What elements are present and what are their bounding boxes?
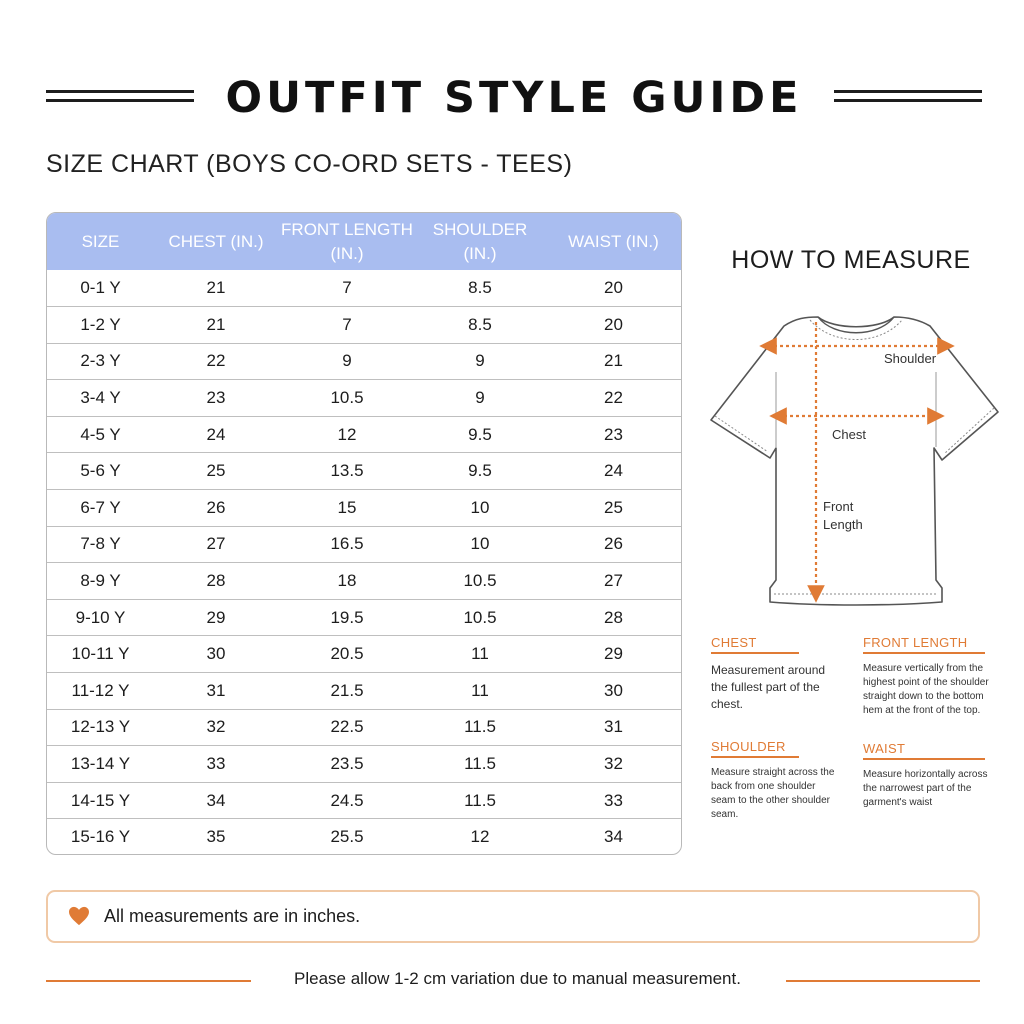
table-cell: 10.5 <box>463 607 497 627</box>
table-cell: 3-4 Y <box>80 388 121 408</box>
table-cell: 20 <box>604 314 623 334</box>
table-cell: 19.5 <box>330 607 364 627</box>
table-cell: 21 <box>206 278 226 298</box>
table-cell: 11.5 <box>464 754 496 774</box>
shoulder-label: Shoulder <box>884 351 937 366</box>
column-header: SIZE <box>81 231 120 251</box>
table-row <box>47 599 682 636</box>
column-header: SHOULDER (IN.) <box>432 219 528 263</box>
table-row <box>47 819 682 855</box>
table-cell: 18 <box>337 571 357 591</box>
waist-heading: WAIST <box>863 741 906 756</box>
table-cell: 12 <box>470 827 490 847</box>
table-row <box>47 782 682 819</box>
table-cell: 35 <box>206 827 226 847</box>
title-rule-left <box>46 90 194 104</box>
table-row <box>47 563 682 600</box>
table-cell: 28 <box>206 571 226 591</box>
table-row <box>47 746 682 783</box>
table-cell: 22 <box>604 388 623 408</box>
table-cell: 13-14 Y <box>70 754 131 774</box>
table-cell: 27 <box>206 534 226 554</box>
chest-label: Chest <box>832 427 866 442</box>
table-row <box>47 709 682 746</box>
table-cell: 21 <box>604 351 623 371</box>
table-cell: 29 <box>206 607 226 627</box>
table-cell: 25 <box>604 497 623 517</box>
table-cell: 15-16 Y <box>70 827 131 847</box>
table-cell: 16.5 <box>330 534 364 554</box>
footer-rule-right <box>786 980 980 982</box>
table-cell: 14-15 Y <box>70 790 131 810</box>
table-cell: 9-10 Y <box>75 607 126 627</box>
front-length-label-1: Front <box>823 499 854 514</box>
table-cell: 24 <box>206 424 226 444</box>
table-header-row <box>47 213 682 270</box>
table-row <box>47 380 682 417</box>
table-cell: 8-9 Y <box>80 571 121 591</box>
table-cell: 25.5 <box>330 827 364 847</box>
front-length-heading: FRONT LENGTH <box>863 635 968 650</box>
table-cell: 2-3 Y <box>80 351 121 371</box>
table-cell: 0-1 Y <box>80 278 121 298</box>
table-cell: 7 <box>342 314 352 334</box>
table-row <box>47 270 682 307</box>
table-cell: 11 <box>471 680 489 700</box>
table-cell: 24.5 <box>330 790 364 810</box>
table-row <box>47 343 682 380</box>
table-cell: 7-8 Y <box>80 534 121 554</box>
inches-note <box>46 890 980 943</box>
shoulder-description <box>711 739 841 822</box>
table-cell: 10 <box>470 497 490 517</box>
column-header: CHEST (IN.) <box>168 231 264 251</box>
table-cell: 33 <box>206 754 226 774</box>
table-cell: 23 <box>604 424 623 444</box>
table-body <box>47 270 682 855</box>
table-cell: 5-6 Y <box>80 461 121 481</box>
chest-description <box>711 635 831 713</box>
table-cell: 29 <box>604 644 623 664</box>
table-cell: 31 <box>206 680 226 700</box>
front-length-divider <box>863 652 985 654</box>
table-cell: 21.5 <box>330 680 364 700</box>
table-cell: 34 <box>604 827 623 847</box>
table-row <box>47 416 682 453</box>
table-cell: 7 <box>342 278 352 298</box>
table-cell: 22 <box>206 351 226 371</box>
table-cell: 30 <box>206 644 226 664</box>
shoulder-heading: SHOULDER <box>711 739 786 754</box>
chest-heading: CHEST <box>711 635 757 650</box>
table-row <box>47 636 682 673</box>
how-to-measure-title: HOW TO MEASURE <box>731 246 971 274</box>
title-row <box>0 70 1024 126</box>
table-cell: 9 <box>475 388 485 408</box>
note-text: All measurements are in inches. <box>104 906 361 926</box>
table-cell: 13.5 <box>330 461 364 481</box>
table-cell: 11.5 <box>464 717 496 737</box>
chest-divider <box>711 652 799 654</box>
title-rule-right <box>834 90 982 104</box>
table-row <box>47 673 682 710</box>
tshirt-diagram-icon <box>706 312 1006 612</box>
table-cell: 20 <box>604 278 623 298</box>
table-cell: 30 <box>604 680 623 700</box>
table-row <box>47 453 682 490</box>
table-cell: 9.5 <box>468 461 492 481</box>
footer-rule-left <box>46 980 251 982</box>
table-cell: 26 <box>604 534 623 554</box>
table-cell: 24 <box>604 461 623 481</box>
table-cell: 12-13 Y <box>70 717 131 737</box>
table-cell: 33 <box>604 790 623 810</box>
size-chart-table <box>46 212 682 855</box>
table-cell: 23.5 <box>330 754 364 774</box>
table-cell: 34 <box>206 790 226 810</box>
column-header: WAIST (IN.) <box>568 231 659 251</box>
table-row <box>47 490 682 527</box>
front-length-label-2: Length <box>823 517 863 532</box>
shoulder-divider <box>711 756 799 758</box>
table-cell: 23 <box>206 388 226 408</box>
waist-divider <box>863 758 985 760</box>
table-cell: 20.5 <box>330 644 364 664</box>
table-cell: 26 <box>206 497 226 517</box>
waist-description <box>863 741 989 810</box>
column-header: FRONT LENGTH (IN.) <box>281 219 413 263</box>
table-cell: 32 <box>206 717 226 737</box>
table-cell: 32 <box>604 754 623 774</box>
table-cell: 10-11 Y <box>71 644 130 664</box>
chest-text: Measurement around the fullest part of the chest. <box>711 663 826 711</box>
table-cell: 10.5 <box>330 388 364 408</box>
table-cell: 12 <box>337 424 357 444</box>
page-subtitle: SIZE CHART (BOYS CO-ORD SETS - TEES) <box>46 150 573 178</box>
footer-text: Please allow 1-2 cm variation due to manual measurement. <box>294 969 741 988</box>
page-title: OUTFIT STYLE GUIDE <box>225 73 803 123</box>
table-cell: 9 <box>342 351 352 371</box>
table-cell: 4-5 Y <box>80 424 121 444</box>
table-cell: 25 <box>206 461 226 481</box>
table-cell: 11-12 Y <box>71 680 130 700</box>
table-cell: 15 <box>337 497 357 517</box>
table-cell: 1-2 Y <box>80 314 121 334</box>
table-row <box>47 526 682 563</box>
table-cell: 21 <box>206 314 226 334</box>
shoulder-text: Measure straight across the back from one shoulder seam to the other shoulder seam. <box>711 767 835 820</box>
heart-icon <box>68 906 90 926</box>
table-cell: 11 <box>471 644 489 664</box>
waist-text: Measure horizontally across the narrowest part of the garment's waist <box>863 769 988 808</box>
front-length-description <box>863 635 991 718</box>
table-cell: 6-7 Y <box>80 497 121 517</box>
table-cell: 8.5 <box>468 278 492 298</box>
table-cell: 11.5 <box>464 790 496 810</box>
table-cell: 9.5 <box>468 424 492 444</box>
table-cell: 27 <box>604 571 623 591</box>
table-cell: 28 <box>604 607 623 627</box>
table-cell: 10 <box>470 534 490 554</box>
table-row <box>47 307 682 344</box>
table-cell: 10.5 <box>463 571 497 591</box>
table-cell: 8.5 <box>468 314 492 334</box>
table-cell: 22.5 <box>330 717 364 737</box>
front-length-text: Measure vertically from the highest point of the shoulder straight down to the bottom hem at the front of the top. <box>863 663 989 716</box>
table-cell: 9 <box>475 351 485 371</box>
table-cell: 31 <box>604 717 623 737</box>
